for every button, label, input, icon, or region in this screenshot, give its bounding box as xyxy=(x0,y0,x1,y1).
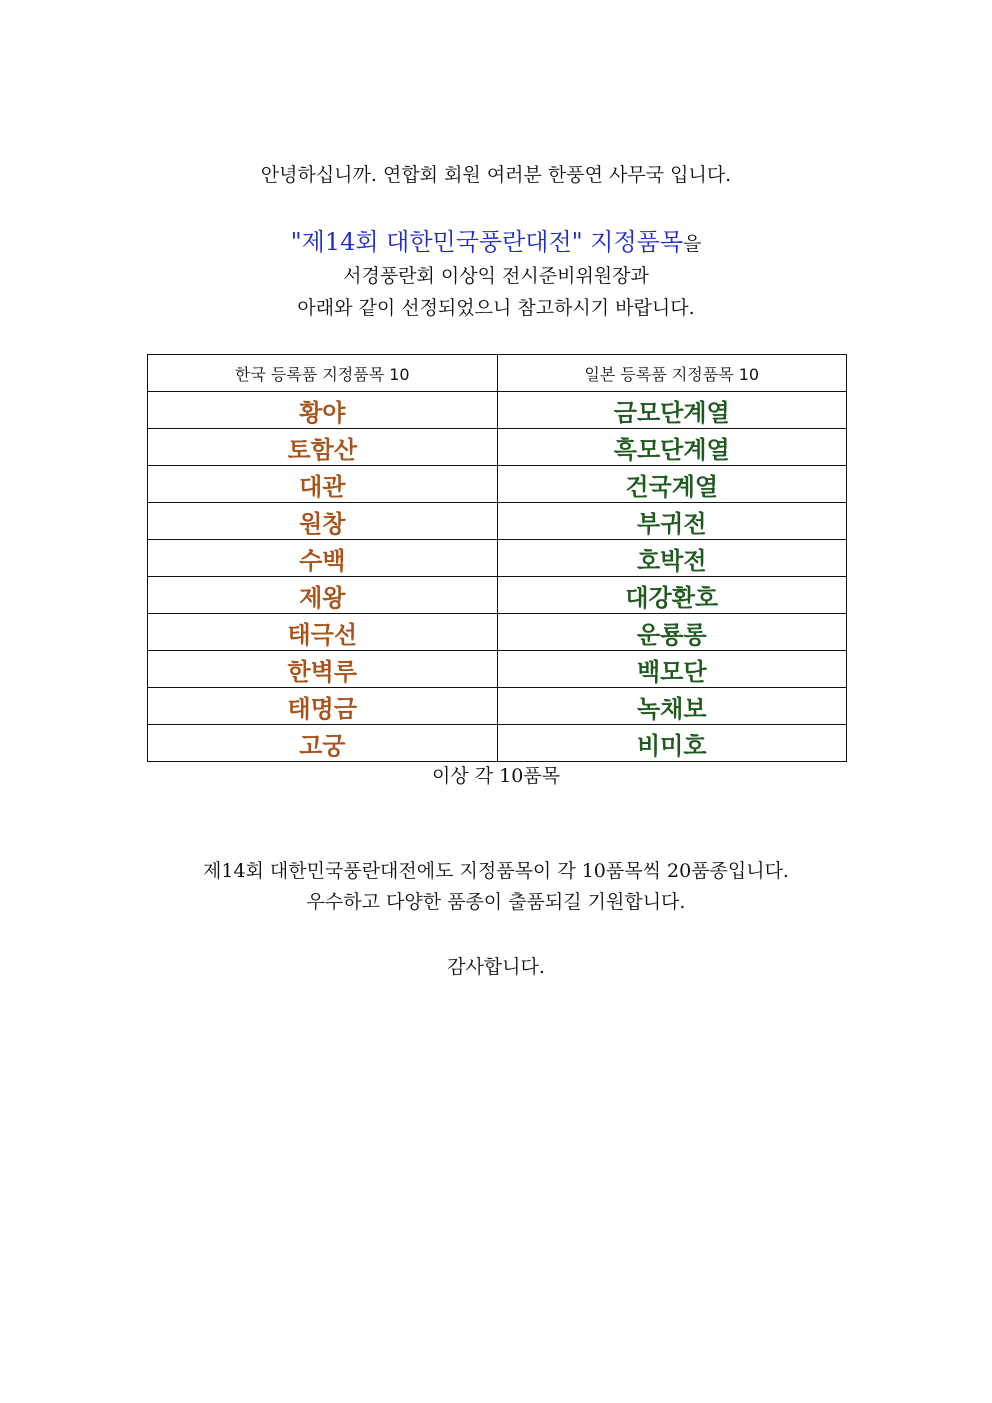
japanese-item: 부귀전 xyxy=(497,503,847,540)
notice-title-main: "제14회 대한민국풍란대전" 지정품목 xyxy=(290,228,684,256)
greeting-text: 안녕하십니까. 연합회 회원 여러분 한풍연 사무국 입니다. xyxy=(260,164,732,186)
japanese-item: 백모단 xyxy=(497,651,847,688)
notice-title-suffix: 을 xyxy=(683,233,702,255)
table-row xyxy=(148,466,847,503)
closing-line-2: 우수하고 다양한 품종이 출품되길 기원합니다. xyxy=(306,891,686,913)
japanese-item: 호박전 xyxy=(497,540,847,577)
table-row xyxy=(148,429,847,466)
korean-item: 황야 xyxy=(148,392,498,429)
intro-line-2: 아래와 같이 선정되었으니 참고하시기 바랍니다. xyxy=(297,297,695,319)
japanese-item: 건국계열 xyxy=(497,466,847,503)
thanks-text: 감사합니다. xyxy=(447,956,545,978)
japanese-item: 녹채보 xyxy=(497,688,847,725)
notice-title xyxy=(0,227,992,259)
korean-item: 한벽루 xyxy=(148,651,498,688)
closing-line-1: 제14회 대한민국풍란대전에도 지정품목이 각 10품목씩 20품종입니다. xyxy=(203,860,789,882)
table-row xyxy=(148,614,847,651)
korean-item: 태극선 xyxy=(148,614,498,651)
japanese-item: 금모단계열 xyxy=(497,392,847,429)
table-row xyxy=(148,503,847,540)
header-korean: 한국 등록품 지정품목 10 xyxy=(148,355,498,392)
table-row xyxy=(148,392,847,429)
korean-item: 원창 xyxy=(148,503,498,540)
korean-item: 대관 xyxy=(148,466,498,503)
table-row xyxy=(148,651,847,688)
japanese-item: 흑모단계열 xyxy=(497,429,847,466)
intro-line-1: 서경풍란회 이상익 전시준비위원장과 xyxy=(343,265,649,287)
korean-item: 고궁 xyxy=(148,725,498,762)
korean-item: 제왕 xyxy=(148,577,498,614)
table-row xyxy=(148,540,847,577)
table-header-row xyxy=(148,355,847,392)
japanese-item: 대강환호 xyxy=(497,577,847,614)
table-row xyxy=(148,725,847,762)
japanese-item: 운룡롱 xyxy=(497,614,847,651)
table-row xyxy=(148,688,847,725)
designated-items-table xyxy=(147,354,847,762)
table-row xyxy=(148,577,847,614)
japanese-item: 비미호 xyxy=(497,725,847,762)
korean-item: 토함산 xyxy=(148,429,498,466)
korean-item: 태명금 xyxy=(148,688,498,725)
korean-item: 수백 xyxy=(148,540,498,577)
header-japanese: 일본 등록품 지정품목 10 xyxy=(497,355,847,392)
table-note: 이상 각 10품목 xyxy=(431,765,561,787)
